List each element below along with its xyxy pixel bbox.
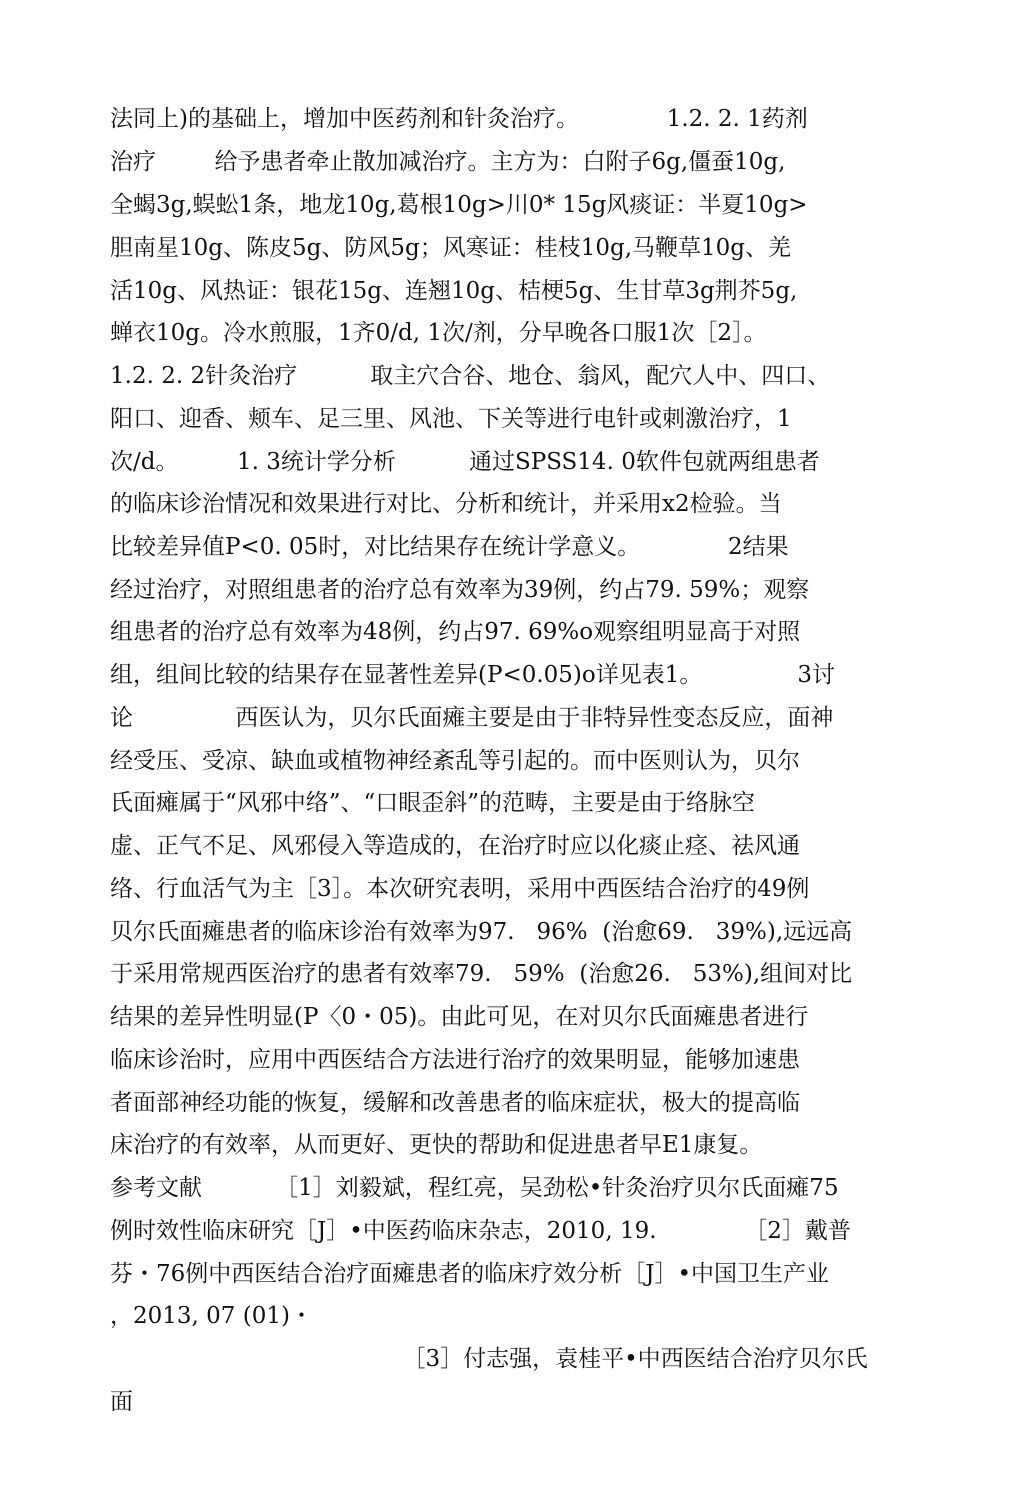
- text-line: 次/d。 1. 3统计学分析 通过SPSS14. 0软件包就两组患者: [110, 449, 820, 475]
- text-line: 芬・76例中西医结合治疗面瘫患者的临床疗效分析［J］•中国卫生产业: [110, 1261, 830, 1287]
- text-line: 临床诊治时，应用中西医结合方法进行治疗的效果明显，能够加速患: [110, 1047, 800, 1073]
- text-line: 虚、正气不足、风邪侵入等造成的，在治疗时应以化痰止痉、祛风通: [110, 833, 800, 859]
- text-line: 结果的差异性明显(P〈0・05)。由此可见，在对贝尔氏面瘫患者进行: [110, 1004, 809, 1030]
- text-line: 胆南星10g、陈皮5g、防风5g；风寒证：桂枝10g,马鞭草10g、羌: [110, 235, 791, 261]
- text-line: 治疗 给予患者牵止散加减治疗。主方为：白附子6g,僵蚕10g,: [110, 149, 786, 175]
- text-line: 的临床诊治情况和效果进行对比、分析和统计，并采用x2检验。当: [110, 491, 782, 517]
- text-line: 参考文献 ［1］刘毅斌，程红亮，吴劲松•针灸治疗贝尔氏面瘫75: [110, 1175, 839, 1201]
- text-line: 床治疗的有效率，从而更好、更快的帮助和促进患者早E1康复。: [110, 1132, 763, 1158]
- text-line: 经受压、受凉、缺血或植物神经紊乱等引起的。而中医则认为，贝尔: [110, 748, 800, 774]
- text-line: 活10g、风热证：银花15g、连翘10g、桔梗5g、生甘草3g荆芥5g,: [110, 278, 798, 304]
- text-line: 经过治疗，对照组患者的治疗总有效率为39例，约占79. 59%；观察: [110, 577, 810, 603]
- text-line: 蝉衣10g。冷水煎服，1齐0/d, 1次/剂，分早晚各口服1次［2］。: [110, 320, 767, 346]
- text-line: 络、行血活气为主［3］。本次研究表明，采用中西医结合治疗的49例: [110, 876, 810, 902]
- text-line: 全蝎3g,蜈蚣1条，地龙10g,葛根10g>川0* 15g风痰证：半夏10g>: [110, 192, 808, 218]
- text-line: 阳口、迎香、颊车、足三里、风池、下关等进行电针或刺激治疗，1: [110, 406, 792, 432]
- text-line: 1.2. 2. 2针灸治疗 取主穴合谷、地仓、翁风，配穴人中、四口、: [110, 363, 831, 389]
- text-line: 者面部神经功能的恢复，缓解和改善患者的临床症状，极大的提高临: [110, 1090, 800, 1116]
- text-line: ，2013, 07 (01)・: [110, 1303, 313, 1329]
- text-line: 例时效性临床研究［J］•中医药临床杂志，2010, 19. ［2］戴普: [110, 1218, 851, 1244]
- text-line: 于采用常规西医治疗的患者有效率79. 59% (治愈26. 53%),组间对比: [110, 961, 853, 987]
- text-line: 组，组间比较的结果存在显著性差异(P<0.05)o详见表1。 3讨: [110, 662, 836, 688]
- text-line: 面: [110, 1389, 133, 1415]
- text-line: 氏面瘫属于“风邪中络”、“口眼歪斜”的范畴，主要是由于络脉空: [110, 790, 756, 816]
- text-line: ［3］付志强，袁桂平•中西医结合治疗贝尔氏: [110, 1346, 868, 1372]
- text-line: 比较差异值P<0. 05时，对比结果存在统计学意义。 2结果: [110, 534, 789, 560]
- text-line: 贝尔氏面瘫患者的临床诊治有效率为97. 96% (治愈69. 39%),远远高: [110, 919, 853, 945]
- text-line: 组患者的治疗总有效率为48例，约占97. 69%o观察组明显高于对照: [110, 619, 801, 645]
- text-line: 论 西医认为，贝尔氏面瘫主要是由于非特异性变态反应，面神: [110, 705, 834, 731]
- text-line: 法同上)的基础上，增加中医药剂和针灸治疗。 1.2. 2. 1药剂: [110, 106, 808, 132]
